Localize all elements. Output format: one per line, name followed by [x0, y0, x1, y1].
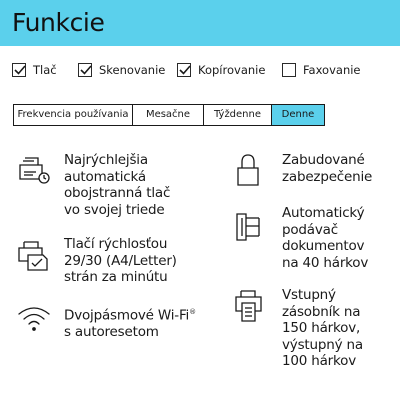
- printer-speed-icon: [16, 236, 52, 272]
- checkbox-print[interactable]: [12, 61, 57, 79]
- frequency-option-weekly[interactable]: Týždenne: [204, 105, 272, 125]
- checkbox-scan[interactable]: [78, 61, 165, 79]
- frequency-option-monthly[interactable]: Mesačne: [133, 105, 204, 125]
- feature-wifi-text: [64, 304, 224, 341]
- document-feeder-icon: [234, 205, 270, 241]
- checkbox-fax[interactable]: [282, 61, 361, 79]
- checkbox-copy-label: Kopírovanie: [198, 63, 266, 77]
- paper-tray-printer-icon: [234, 287, 270, 323]
- usage-frequency-label: Frekvencia používania: [14, 105, 133, 125]
- feature-print-speed-text: Tlačí rýchlosťou 29/30 (A4/Letter) strán za minútu: [64, 236, 177, 285]
- frequency-option-daily[interactable]: Denne: [272, 105, 324, 125]
- checkbox-copy[interactable]: [177, 61, 265, 79]
- checkbox-checked-icon[interactable]: [177, 63, 191, 77]
- feature-paper-trays-text: Vstupný zásobník na 150 hárkov, výstupný na 100 hárkov: [282, 287, 363, 369]
- checkbox-fax-label: Faxovanie: [303, 63, 361, 77]
- function-checkboxes: [12, 61, 392, 81]
- usage-frequency-selector: [13, 104, 325, 126]
- page-title: Funkcie: [12, 8, 105, 37]
- feature-wifi-line2: s autoresetom: [64, 324, 159, 340]
- registered-mark: ®: [189, 308, 196, 316]
- header-bar: [0, 0, 400, 46]
- checkbox-unchecked-icon[interactable]: [282, 63, 296, 77]
- padlock-icon: [234, 152, 270, 188]
- fast-duplex-printer-icon: [16, 152, 52, 188]
- feature-security-text: Zabudované zabezpečenie: [282, 152, 373, 185]
- feature-wifi-line1: Dvojpásmové Wi-Fi: [64, 307, 190, 324]
- checkbox-checked-icon[interactable]: [78, 63, 92, 77]
- checkbox-checked-icon[interactable]: [12, 63, 26, 77]
- feature-document-feeder-text: Automatický podávač dokumentov na 40 hárkov: [282, 205, 369, 271]
- checkbox-scan-label: Skenovanie: [99, 63, 166, 77]
- feature-fast-duplex-text: Najrýchlejšia automatická obojstranná tlač vo svojej triede: [64, 152, 171, 218]
- checkbox-print-label: Tlač: [33, 63, 57, 77]
- wifi-icon: [16, 304, 52, 340]
